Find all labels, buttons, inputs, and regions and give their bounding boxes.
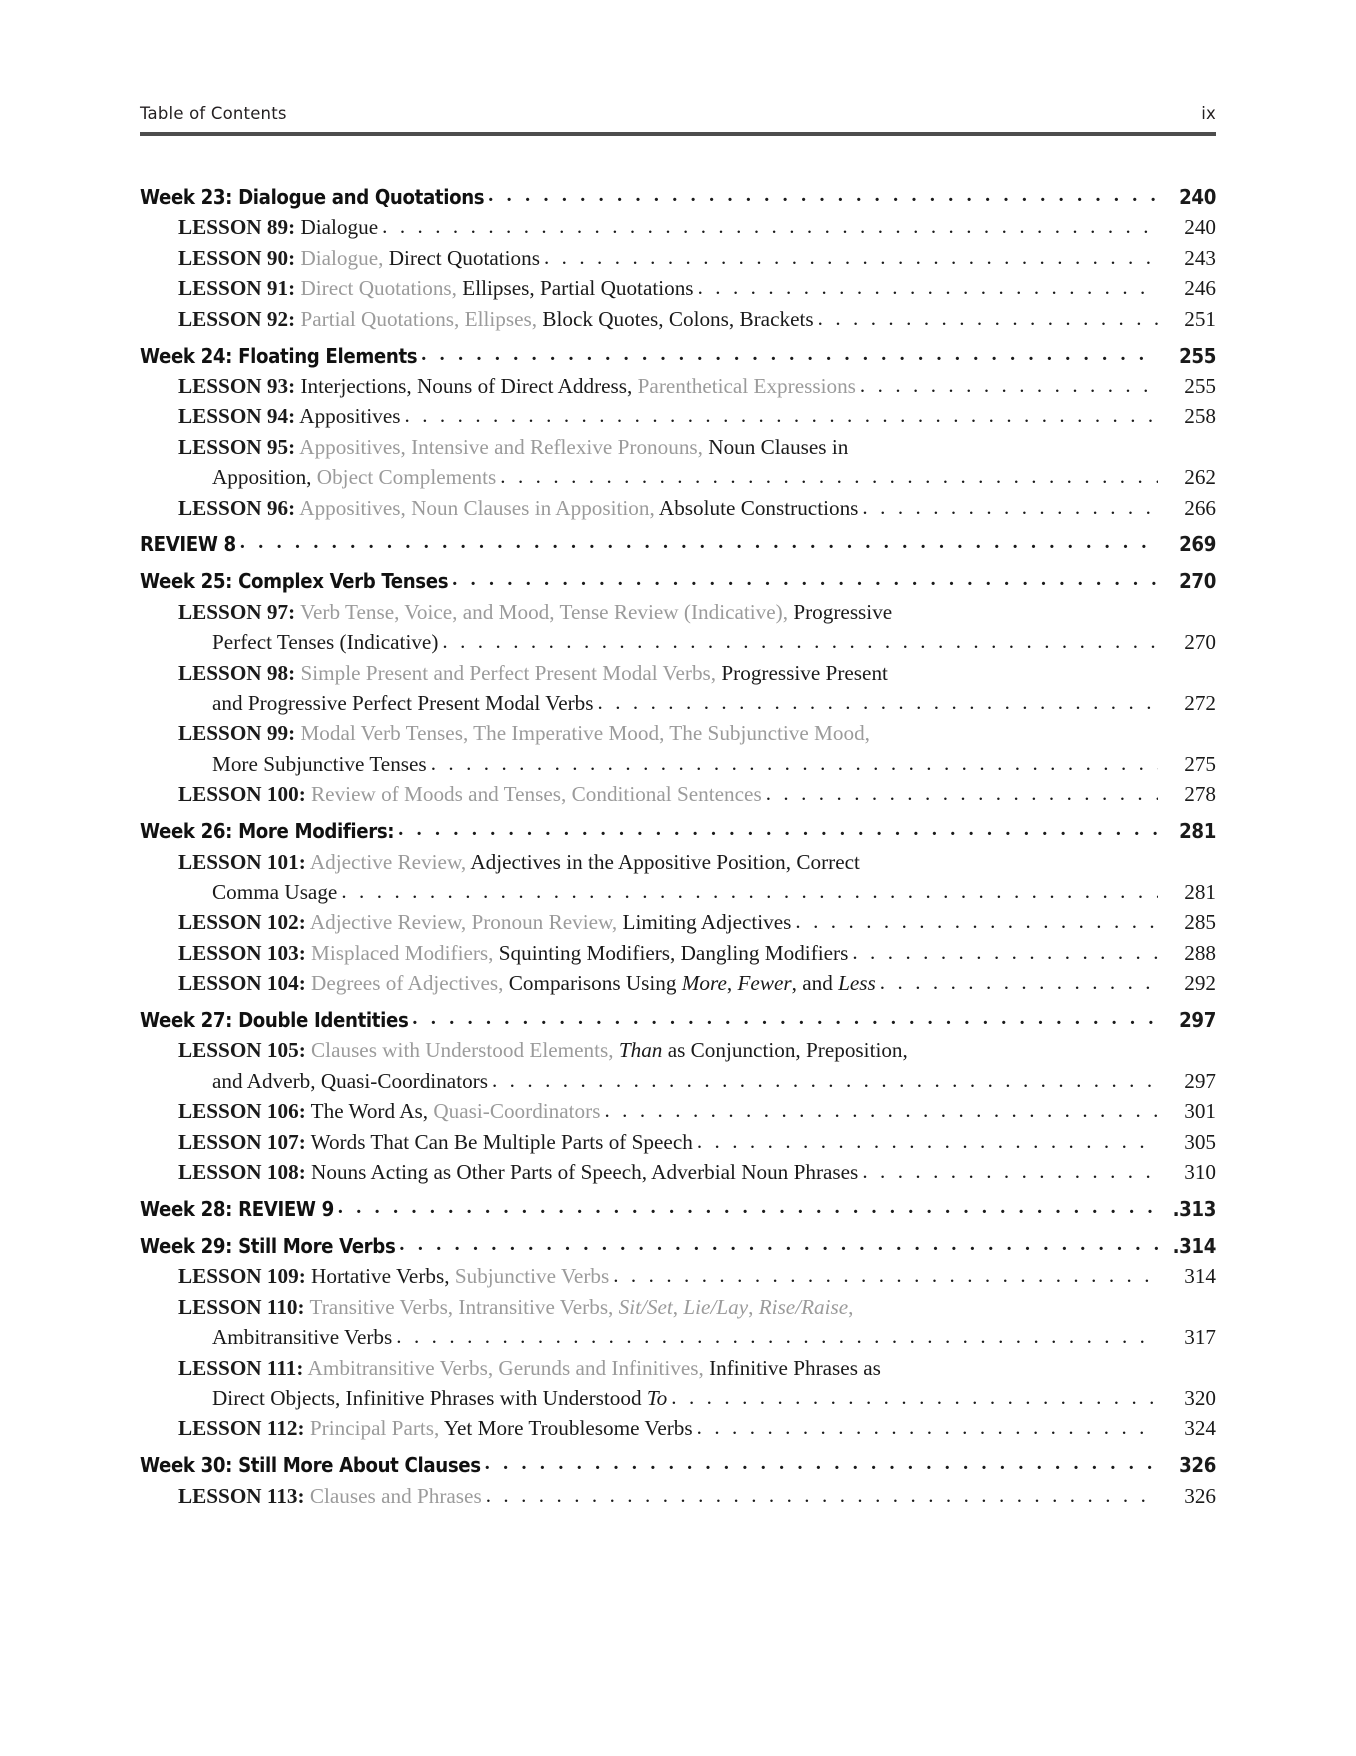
page-number: 320 <box>1184 1385 1216 1410</box>
toc-lesson-entry[interactable] <box>140 1481 1216 1511</box>
topic-segment: , <box>748 1294 759 1319</box>
toc-lesson-entry[interactable] <box>140 779 1216 809</box>
dot-leader <box>452 564 1158 594</box>
toc-week-entry[interactable] <box>140 182 1216 212</box>
lesson-number: LESSON 100: <box>178 782 306 807</box>
dot-leader <box>485 1448 1158 1478</box>
page-number: 255 <box>1184 373 1216 398</box>
toc-lesson-entry[interactable] <box>140 1353 1216 1383</box>
topic-segment: Words That Can Be Multiple Parts of Speech <box>305 1129 693 1154</box>
toc-lesson-entry[interactable] <box>140 432 1216 462</box>
topic-segment: Ambitransitive Verbs, Gerunds and Infinitives, <box>303 1355 704 1380</box>
dot-leader <box>442 626 1158 656</box>
toc-lesson-entry[interactable] <box>140 304 1216 334</box>
toc-lesson-entry[interactable] <box>140 1261 1216 1291</box>
page-number: 251 <box>1184 306 1216 331</box>
topic-segment: Absolute Constructions <box>654 495 859 520</box>
page-folio: ix <box>1201 104 1216 123</box>
lesson-number: LESSON 113: <box>178 1483 305 1508</box>
topic-segment: Clauses and Phrases <box>304 1483 482 1508</box>
topic-segment: Adjectives in the Appositive Position, Correct <box>466 849 860 874</box>
toc-lesson-entry-continuation[interactable] <box>140 1322 1216 1352</box>
topic-segment: The Word As, <box>305 1099 429 1124</box>
toc-week-entry[interactable] <box>140 816 1216 846</box>
topic-segment: Than <box>618 1038 663 1063</box>
lesson-number: LESSON 98: <box>178 660 296 685</box>
lesson-number: LESSON 112: <box>178 1416 305 1441</box>
running-head-title: Table of Contents <box>140 104 287 123</box>
week-label: Week 28: REVIEW 9 <box>140 1197 334 1221</box>
lesson-number: LESSON 104: <box>178 971 306 996</box>
toc-lesson-entry[interactable] <box>140 718 1216 748</box>
page-number: 317 <box>1184 1325 1216 1350</box>
page-number: 262 <box>1184 465 1216 490</box>
dot-leader <box>860 370 1158 400</box>
dot-leader <box>421 339 1158 369</box>
topic-segment: Direct Quotations, <box>295 276 457 301</box>
dot-leader <box>341 876 1158 906</box>
page-number: 297 <box>1179 1008 1216 1033</box>
toc-lesson-entry-continuation[interactable] <box>140 627 1216 657</box>
toc-week-entry[interactable] <box>140 1194 1216 1224</box>
dot-leader <box>412 1003 1158 1033</box>
page-number: 246 <box>1184 276 1216 301</box>
toc-lesson-entry-continuation[interactable] <box>140 462 1216 492</box>
topic-segment: Degrees of Adjectives, <box>305 971 504 996</box>
toc-week-entry[interactable] <box>140 566 1216 596</box>
topic-segment: Sit/Set <box>618 1294 673 1319</box>
toc-week-entry[interactable] <box>140 529 1216 559</box>
dot-leader <box>544 242 1158 272</box>
dot-leader <box>405 400 1158 430</box>
topic-segment: Modal Verb Tenses, The Imperative Mood, The Subjunctive Mood, <box>295 721 870 746</box>
topic-segment: Simple Present and Perfect Present Modal Verbs, <box>295 660 717 685</box>
topic-segment: Progressive Present <box>716 660 888 685</box>
dot-leader <box>500 461 1158 491</box>
topic-segment: Hortative Verbs, <box>305 1264 450 1289</box>
topic-segment: Rise/Raise <box>758 1294 849 1319</box>
topic-segment: Nouns Acting as Other Parts of Speech, Adverbial Noun Phrases <box>305 1160 859 1185</box>
toc-lesson-entry[interactable] <box>140 493 1216 523</box>
page-number: 314 <box>1184 1264 1216 1289</box>
week-label: REVIEW 8 <box>140 532 236 557</box>
topic-segment: Quasi-Coordinators <box>428 1099 601 1124</box>
page-number: 305 <box>1184 1129 1216 1154</box>
topic-segment: Clauses with Understood Elements, <box>305 1038 614 1063</box>
topic-segment: Dialogue, <box>295 245 384 270</box>
dot-leader <box>488 180 1158 210</box>
week-label: Week 30: Still More About Clauses <box>140 1453 481 1478</box>
toc-lesson-entry[interactable] <box>140 1096 1216 1126</box>
page-number: .313 <box>1172 1197 1216 1221</box>
page-number: 326 <box>1184 1483 1216 1508</box>
toc-lesson-entry[interactable] <box>140 1292 1216 1322</box>
dot-leader <box>240 527 1158 557</box>
lesson-number: LESSON 94: <box>178 404 296 429</box>
topic-segment: Lie/Lay <box>683 1294 749 1319</box>
dot-leader <box>862 1156 1158 1186</box>
dot-leader <box>604 1095 1158 1125</box>
week-label: Week 29: Still More Verbs <box>140 1233 396 1258</box>
page-number: 240 <box>1179 185 1216 209</box>
dot-leader <box>818 303 1158 333</box>
page-number: 301 <box>1184 1099 1216 1124</box>
topic-segment: Infinitive Phrases as <box>703 1355 881 1380</box>
dot-leader <box>766 778 1158 808</box>
topic-segment: Adjective Review, <box>305 849 467 874</box>
page-number: 258 <box>1184 404 1216 429</box>
page-number: 270 <box>1184 630 1216 655</box>
topic-segment: Comparisons Using <box>503 971 682 996</box>
toc-lesson-entry-continuation[interactable] <box>140 1066 1216 1096</box>
lesson-number: LESSON 111: <box>178 1355 304 1380</box>
topic-segment: Yet More Troublesome Verbs <box>439 1416 693 1441</box>
page-number: 285 <box>1184 910 1216 935</box>
lesson-number: LESSON 101: <box>178 849 306 874</box>
page-number: 324 <box>1184 1416 1216 1441</box>
topic-segment: Ambitransitive Verbs <box>212 1325 393 1350</box>
page-number: 255 <box>1179 343 1216 368</box>
topic-segment: Direct Objects, Infinitive Phrases with Understood <box>212 1385 647 1410</box>
topic-segment: , <box>848 1294 854 1319</box>
topic-segment: Subjunctive Verbs <box>449 1264 610 1289</box>
dot-leader <box>396 1321 1158 1351</box>
page-number: 275 <box>1184 751 1216 776</box>
topic-segment: , <box>672 1294 684 1319</box>
topic-segment: Progressive <box>788 599 893 624</box>
toc-lesson-entry-continuation[interactable] <box>140 749 1216 779</box>
toc-lesson-entry-continuation[interactable] <box>140 1383 1216 1413</box>
toc-lesson-entry[interactable] <box>140 273 1216 303</box>
topic-segment: To <box>646 1385 668 1410</box>
toc-lesson-entry-continuation[interactable] <box>140 688 1216 718</box>
toc-lesson-entry[interactable] <box>140 597 1216 627</box>
lesson-number: LESSON 105: <box>178 1038 306 1063</box>
toc-lesson-entry[interactable] <box>140 847 1216 877</box>
topic-segment: Perfect Tenses (Indicative) <box>212 630 439 655</box>
topic-segment: and Adverb, Quasi-Coordinators <box>212 1068 488 1093</box>
dot-leader <box>795 906 1158 936</box>
week-label: Week 26: More Modifiers: <box>140 819 395 844</box>
dot-leader <box>862 492 1158 522</box>
lesson-number: LESSON 107: <box>178 1129 306 1154</box>
lesson-number: LESSON 110: <box>178 1294 305 1319</box>
toc-lesson-entry[interactable] <box>140 243 1216 273</box>
toc-lesson-entry[interactable] <box>140 658 1216 688</box>
page-number: 281 <box>1179 819 1216 844</box>
lesson-number: LESSON 102: <box>178 910 306 935</box>
topic-segment: Partial Quotations, Ellipses, <box>295 306 538 331</box>
topic-segment: Appositives, Noun Clauses in Apposition, <box>295 495 655 520</box>
topic-segment: Squinting Modifiers, Dangling Modifiers <box>493 940 849 965</box>
lesson-number: LESSON 108: <box>178 1160 306 1185</box>
week-label: Week 23: Dialogue and Quotations <box>140 185 485 209</box>
lesson-number: LESSON 103: <box>178 940 306 965</box>
toc-week-entry[interactable] <box>140 341 1216 371</box>
page-number: 278 <box>1184 782 1216 807</box>
topic-segment: Fewer <box>737 971 792 996</box>
lesson-number: LESSON 93: <box>178 373 296 398</box>
dot-leader <box>431 748 1158 778</box>
lesson-number: LESSON 90: <box>178 245 296 270</box>
toc-entry-list <box>140 182 1216 1511</box>
topic-segment: , <box>726 971 738 996</box>
topic-segment: Adjective Review, Pronoun Review, <box>305 910 618 935</box>
dot-leader <box>338 1192 1158 1222</box>
toc-lesson-entry[interactable] <box>140 212 1216 242</box>
dot-leader <box>598 687 1159 717</box>
dot-leader <box>880 967 1158 997</box>
page-number: 297 <box>1184 1068 1216 1093</box>
toc-week-entry[interactable] <box>140 1450 1216 1480</box>
topic-segment: Object Complements <box>311 465 497 490</box>
page-number: 240 <box>1184 215 1216 240</box>
topic-segment: Parenthetical Expressions <box>632 373 856 398</box>
dot-leader <box>697 1126 1158 1156</box>
page-number: 266 <box>1184 495 1216 520</box>
toc-lesson-entry[interactable] <box>140 907 1216 937</box>
week-label: Week 24: Floating Elements <box>140 343 418 368</box>
page-number: 292 <box>1184 971 1216 996</box>
topic-segment: Comma Usage <box>212 879 338 904</box>
lesson-number: LESSON 91: <box>178 276 296 301</box>
topic-segment: Verb Tense, Voice, and Mood, Tense Review (Indicative), <box>295 599 789 624</box>
page-number: 326 <box>1179 1453 1216 1478</box>
toc-lesson-entry[interactable] <box>140 1127 1216 1157</box>
dot-leader <box>398 814 1158 844</box>
dot-leader <box>852 937 1158 967</box>
running-head <box>140 104 1216 132</box>
toc-lesson-entry[interactable] <box>140 1413 1216 1443</box>
topic-segment: Appositives <box>295 404 401 429</box>
page-number: .314 <box>1172 1233 1216 1258</box>
topic-segment: Ellipses, Partial Quotations <box>456 276 694 301</box>
toc-week-entry[interactable] <box>140 1005 1216 1035</box>
topic-segment: Limiting Adjectives <box>617 910 792 935</box>
topic-segment: Apposition, <box>212 465 312 490</box>
dot-leader <box>486 1480 1158 1510</box>
lesson-number: LESSON 96: <box>178 495 296 520</box>
topic-segment: Interjections, Nouns of Direct Address, <box>295 373 633 398</box>
topic-segment: Review of Moods and Tenses, Conditional Sentences <box>305 782 762 807</box>
topic-segment: Less <box>838 971 876 996</box>
toc-lesson-entry[interactable] <box>140 1157 1216 1187</box>
lesson-number: LESSON 95: <box>178 434 296 459</box>
topic-segment: More Subjunctive Tenses <box>212 751 427 776</box>
topic-segment: More <box>681 971 727 996</box>
topic-segment: Noun Clauses in <box>702 434 849 459</box>
lesson-number: LESSON 97: <box>178 599 296 624</box>
topic-segment: Block Quotes, Colons, Brackets <box>537 306 814 331</box>
page-number: 288 <box>1184 940 1216 965</box>
toc-lesson-entry[interactable] <box>140 371 1216 401</box>
page-number: 269 <box>1179 532 1216 557</box>
toc-lesson-entry[interactable] <box>140 938 1216 968</box>
dot-leader <box>613 1260 1158 1290</box>
page-number: 281 <box>1184 879 1216 904</box>
header-rule <box>140 132 1216 136</box>
page-number: 310 <box>1184 1160 1216 1185</box>
lesson-number: LESSON 99: <box>178 721 296 746</box>
topic-segment: Transitive Verbs, Intransitive Verbs, <box>304 1294 619 1319</box>
week-label: Week 25: Complex Verb Tenses <box>140 569 449 594</box>
toc-week-entry[interactable] <box>140 1231 1216 1261</box>
toc-lesson-entry[interactable] <box>140 401 1216 431</box>
topic-segment: Principal Parts, <box>304 1416 440 1441</box>
topic-segment: , and <box>791 971 839 996</box>
dot-leader <box>382 211 1158 241</box>
lesson-number: LESSON 92: <box>178 306 296 331</box>
dot-leader <box>492 1065 1158 1095</box>
toc-lesson-entry[interactable] <box>140 968 1216 998</box>
dot-leader <box>697 1412 1158 1442</box>
topic-segment: Direct Quotations <box>383 245 540 270</box>
dot-leader <box>399 1229 1158 1259</box>
page-number: 270 <box>1179 569 1216 594</box>
lesson-number: LESSON 89: <box>178 215 296 240</box>
topic-segment: and Progressive Perfect Present Modal Verbs <box>212 691 594 715</box>
toc-lesson-entry[interactable] <box>140 1035 1216 1065</box>
lesson-number: LESSON 106: <box>178 1099 306 1124</box>
topic-segment: Appositives, Intensive and Reflexive Pronouns, <box>295 434 703 459</box>
topic-segment: Misplaced Modifiers, <box>305 940 494 965</box>
page-number: 272 <box>1184 691 1216 715</box>
topic-segment: Dialogue <box>295 215 379 240</box>
page-number: 243 <box>1184 245 1216 270</box>
dot-leader <box>671 1382 1158 1412</box>
dot-leader <box>698 272 1158 302</box>
toc-lesson-entry-continuation[interactable] <box>140 877 1216 907</box>
week-label: Week 27: Double Identities <box>140 1008 409 1033</box>
topic-segment: as Conjunction, Preposition, <box>662 1038 908 1063</box>
lesson-number: LESSON 109: <box>178 1264 306 1289</box>
